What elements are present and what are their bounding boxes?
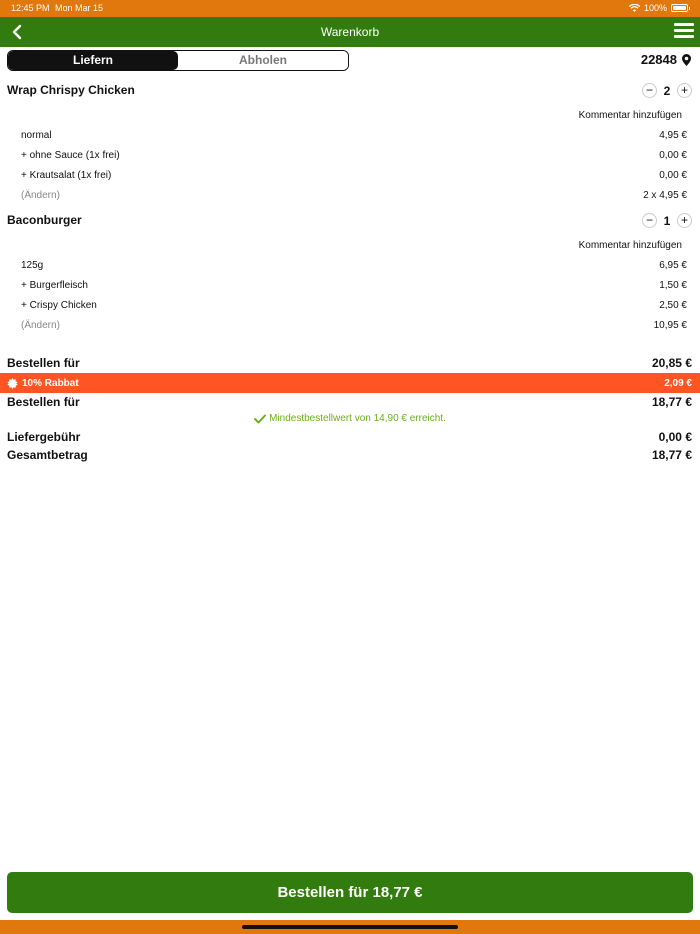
- increase-quantity-button[interactable]: +: [677, 83, 692, 98]
- line-price: 4,95 €: [659, 130, 687, 141]
- line-label: 125g: [21, 260, 44, 271]
- line-price: 1,50 €: [659, 280, 687, 291]
- status-time: 12:45 PM: [11, 3, 50, 13]
- page-title: Warenkorb: [320, 25, 380, 39]
- minimum-order-notice: [0, 413, 700, 424]
- nav-bar: [0, 17, 700, 47]
- cart-line: [21, 260, 687, 271]
- subtotal-label: Bestellen für: [7, 356, 80, 370]
- status-date: Mon Mar 15: [55, 3, 104, 13]
- delivery-fee-value: 0,00 €: [658, 430, 692, 444]
- place-order-button[interactable]: Bestellen für 18,77 €: [7, 872, 693, 913]
- item-total: 10,95 €: [653, 320, 687, 331]
- change-item-link[interactable]: (Ändern): [21, 190, 60, 201]
- location-pin-icon: [682, 54, 691, 66]
- line-label: normal: [21, 130, 52, 141]
- cart-item-title: Wrap Chrispy Chicken: [7, 83, 135, 97]
- checkmark-icon: [254, 414, 266, 424]
- quantity-stepper: [642, 213, 692, 228]
- cart-item-title: Baconburger: [7, 213, 82, 227]
- line-price: 0,00 €: [659, 170, 687, 181]
- decrease-quantity-button[interactable]: −: [642, 213, 657, 228]
- quantity-value: 2: [663, 83, 671, 98]
- grand-total-label: Gesamtbetrag: [7, 448, 88, 462]
- item-total: 2 x 4,95 €: [643, 190, 687, 201]
- cart-line: [21, 150, 687, 161]
- decrease-quantity-button[interactable]: −: [642, 83, 657, 98]
- hamburger-menu-icon[interactable]: [674, 23, 694, 41]
- battery-icon: [671, 4, 688, 12]
- discounted-total-row: [7, 395, 692, 409]
- discount-badge-icon: [7, 378, 18, 389]
- line-label: + Burgerfleisch: [21, 280, 88, 291]
- cart-line: [21, 170, 687, 181]
- zip-code-value: 22848: [640, 52, 677, 67]
- cart-line: [21, 300, 687, 311]
- cart-line-total: [21, 190, 687, 201]
- discounted-total-value: 18,77 €: [651, 395, 692, 409]
- tab-deliver[interactable]: Liefern: [8, 51, 178, 70]
- discounted-total-label: Bestellen für: [7, 395, 80, 409]
- minimum-order-text: Mindestbestellwert von 14,90 € erreicht.: [269, 413, 446, 424]
- wifi-icon: [629, 4, 640, 12]
- discount-value: 2,09 €: [664, 377, 692, 389]
- status-bar: [0, 0, 700, 17]
- tab-pickup[interactable]: Abholen: [178, 51, 348, 70]
- line-label: + ohne Sauce (1x frei): [21, 150, 120, 161]
- cart-line: [21, 280, 687, 291]
- discount-label-group: [7, 378, 79, 389]
- line-label: + Crispy Chicken: [21, 300, 97, 311]
- add-comment-link[interactable]: Kommentar hinzufügen: [578, 110, 682, 121]
- delivery-fee-row: [7, 430, 692, 444]
- add-comment-link[interactable]: Kommentar hinzufügen: [578, 240, 682, 251]
- subtotal-row: [7, 356, 692, 370]
- quantity-value: 1: [663, 213, 671, 228]
- delivery-mode-toggle: [7, 50, 349, 71]
- cart-line: [21, 130, 687, 141]
- line-price: 2,50 €: [659, 300, 687, 311]
- battery-percent: 100%: [643, 3, 667, 13]
- grand-total-row: [7, 448, 692, 462]
- line-label: + Krautsalat (1x frei): [21, 170, 112, 181]
- discount-label: 10% Rabbat: [22, 377, 79, 389]
- delivery-fee-label: Liefergebühr: [7, 430, 81, 444]
- subtotal-value: 20,85 €: [651, 356, 692, 370]
- zip-code[interactable]: [641, 52, 691, 67]
- discount-row: [0, 373, 700, 393]
- change-item-link[interactable]: (Ändern): [21, 320, 60, 331]
- quantity-stepper: [642, 83, 692, 98]
- line-price: 6,95 €: [659, 260, 687, 271]
- line-price: 0,00 €: [659, 150, 687, 161]
- home-indicator[interactable]: [242, 925, 458, 929]
- cart-line-total: [21, 320, 687, 331]
- increase-quantity-button[interactable]: +: [677, 213, 692, 228]
- status-right: [629, 3, 688, 13]
- grand-total-value: 18,77 €: [651, 448, 692, 462]
